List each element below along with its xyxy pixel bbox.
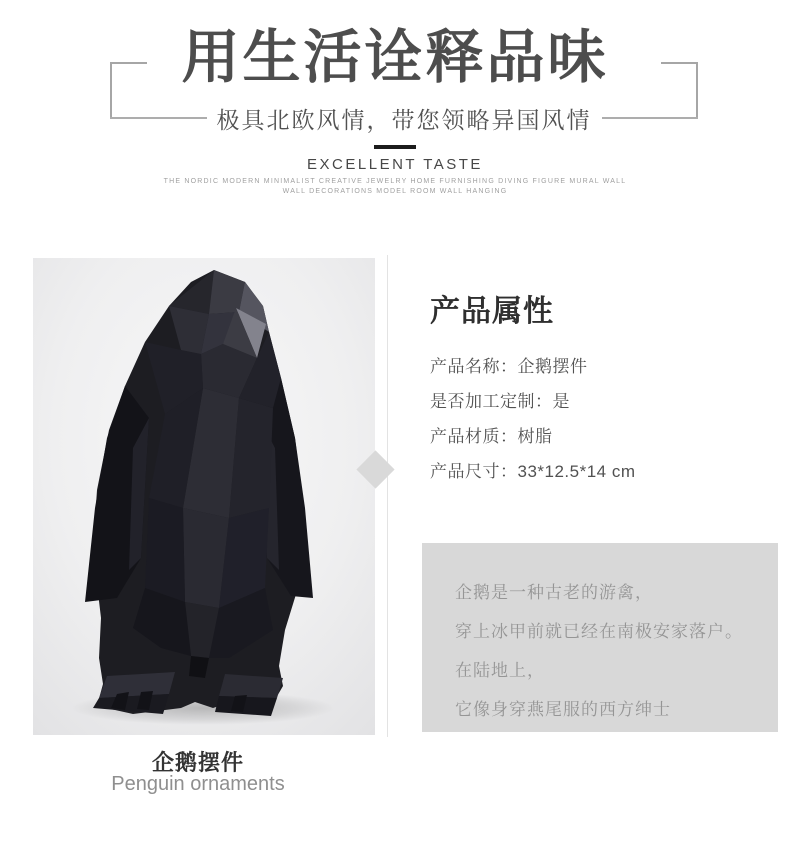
subtitle-right-line <box>602 117 699 119</box>
section-title-product-attributes: 产品属性 <box>430 295 554 328</box>
tagline-line-1: THE NORDIC MODERN MINIMALIST CREATIVE JEWELRY HOME FURNISHING DIVING FIGURE MURAL WALL <box>163 178 627 185</box>
description-line: 穿上冰甲前就已经在南极安家落户。 <box>455 622 743 641</box>
attribute-value: 是 <box>552 392 570 411</box>
attribute-label: 产品材质： <box>430 427 518 446</box>
attribute-row-customized <box>430 387 778 422</box>
caption-chinese: 企鹅摆件 <box>151 750 244 775</box>
attribute-label: 产品名称： <box>430 357 518 376</box>
description-line: 它像身穿燕尾服的西方绅士 <box>455 700 671 719</box>
tagline-title: EXCELLENT TASTE <box>307 156 483 173</box>
subtitle-row <box>110 104 698 132</box>
accent-bar-decoration <box>374 145 416 149</box>
attribute-value: 33*12.5*14 cm <box>517 462 636 481</box>
description-line: 企鹅是一种古老的游禽， <box>455 583 653 602</box>
attribute-label: 是否加工定制： <box>430 392 553 411</box>
caption-english: Penguin ornaments <box>111 773 285 795</box>
attribute-label: 产品尺寸： <box>430 462 518 481</box>
attribute-value: 树脂 <box>517 427 553 446</box>
penguin-figurine-illustration <box>33 258 375 735</box>
attribute-row-size <box>430 457 778 492</box>
description-box <box>422 543 778 732</box>
subtitle-left-line <box>110 117 207 119</box>
attribute-row-name <box>430 352 778 387</box>
vertical-divider <box>387 255 388 737</box>
description-line: 在陆地上， <box>455 661 545 680</box>
tagline-line-2: WALL DECORATIONS MODEL ROOM WALL HANGING <box>282 188 508 195</box>
attribute-row-material <box>430 422 778 457</box>
attribute-value: 企鹅摆件 <box>517 357 588 376</box>
attribute-list <box>430 352 778 492</box>
page-subtitle: 极具北欧风情，带您领略异国风情 <box>216 106 592 133</box>
page-title: 用生活诠释品味 <box>181 25 609 90</box>
product-photo-penguin-figurine <box>33 258 375 735</box>
